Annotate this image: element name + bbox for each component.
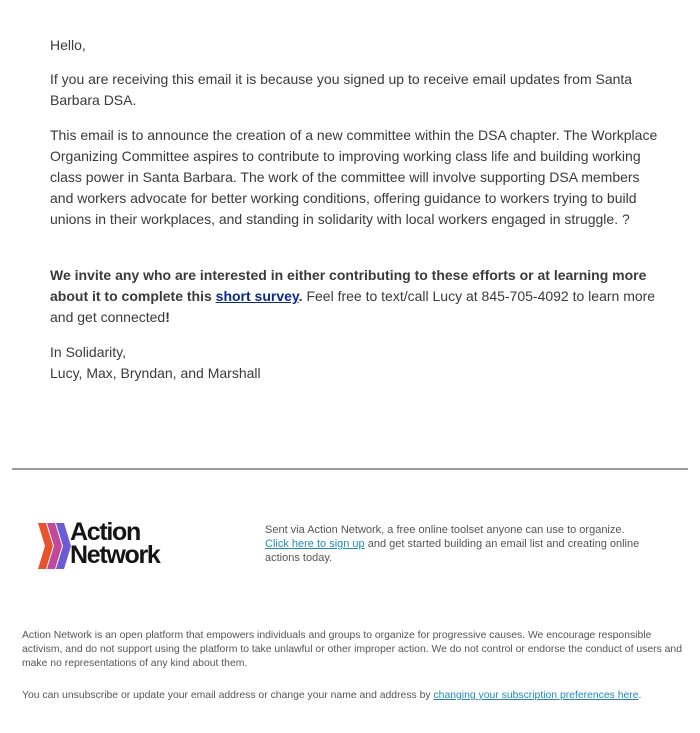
chevron-logo-icon — [38, 523, 72, 569]
invite-bold-text: We invite any who are interested in either contributing to these efforts or at learning more about it to complete this — [50, 267, 647, 304]
invite-bold-period: . — [298, 288, 303, 304]
greeting — [50, 35, 660, 56]
sign-up-link[interactable]: Click here to sign up — [265, 538, 365, 550]
signoff — [50, 342, 660, 384]
logo-wordmark — [70, 518, 160, 569]
unsubscribe-text: You can unsubscribe or update your email address or change your name and address by — [22, 690, 434, 701]
intro-text: If you are receiving this email it is because you signed up to receive email updates from Santa Barbara DSA. — [50, 71, 633, 108]
short-survey-link[interactable]: short survey — [215, 288, 299, 304]
unsubscribe-notice — [22, 689, 692, 703]
sent-via-text: Sent via Action Network, a free online toolset anyone can use to organize. — [265, 524, 625, 536]
unsubscribe-end: . — [638, 690, 642, 701]
invite-contact-text: Feel free to text/call Lucy at 845-705-4092 to learn more and get connected — [50, 288, 656, 325]
intro-paragraph — [50, 69, 660, 111]
sent-via-notice — [265, 523, 640, 565]
sign-up-rest-text: and get started building an email list and creating online actions today. — [265, 538, 640, 564]
announcement-text: This email is to announce the creation of a new committee within the DSA chapter. The Workplace Organizing Committee aspires to contribute to improving working class life and building working class power in Santa Barbara. The work of the committee will involve supporting DSA members and workers advocate for better working conditions, offering guidance to workers trying to build unions in their workplaces, and standing in solidarity with local workers engaged in struggle. ? — [50, 127, 658, 227]
legal-disclaimer: Action Network is an open platform that empowers individuals and groups to organize for progressive causes. We encourage responsible activism, and do not support using the platform to take unlawful or other improper action. We do not control or endorse the conduct of users and make no representations of any kind about them. — [22, 630, 682, 669]
signoff-line1: In Solidarity, — [50, 344, 126, 360]
greeting-text: Hello, — [50, 37, 86, 53]
signoff-names: Lucy, Max, Bryndan, and Marshall — [50, 365, 261, 381]
invite-paragraph — [50, 265, 660, 328]
subscription-preferences-link[interactable]: changing your subscription preferences here — [433, 690, 639, 701]
logo-word-network: Network — [70, 541, 160, 569]
announcement-paragraph — [50, 125, 660, 230]
action-network-logo[interactable] — [38, 518, 198, 571]
logo-word-action: Action — [70, 518, 140, 546]
footer-divider — [12, 468, 688, 470]
invite-exclaim: ! — [165, 309, 170, 325]
